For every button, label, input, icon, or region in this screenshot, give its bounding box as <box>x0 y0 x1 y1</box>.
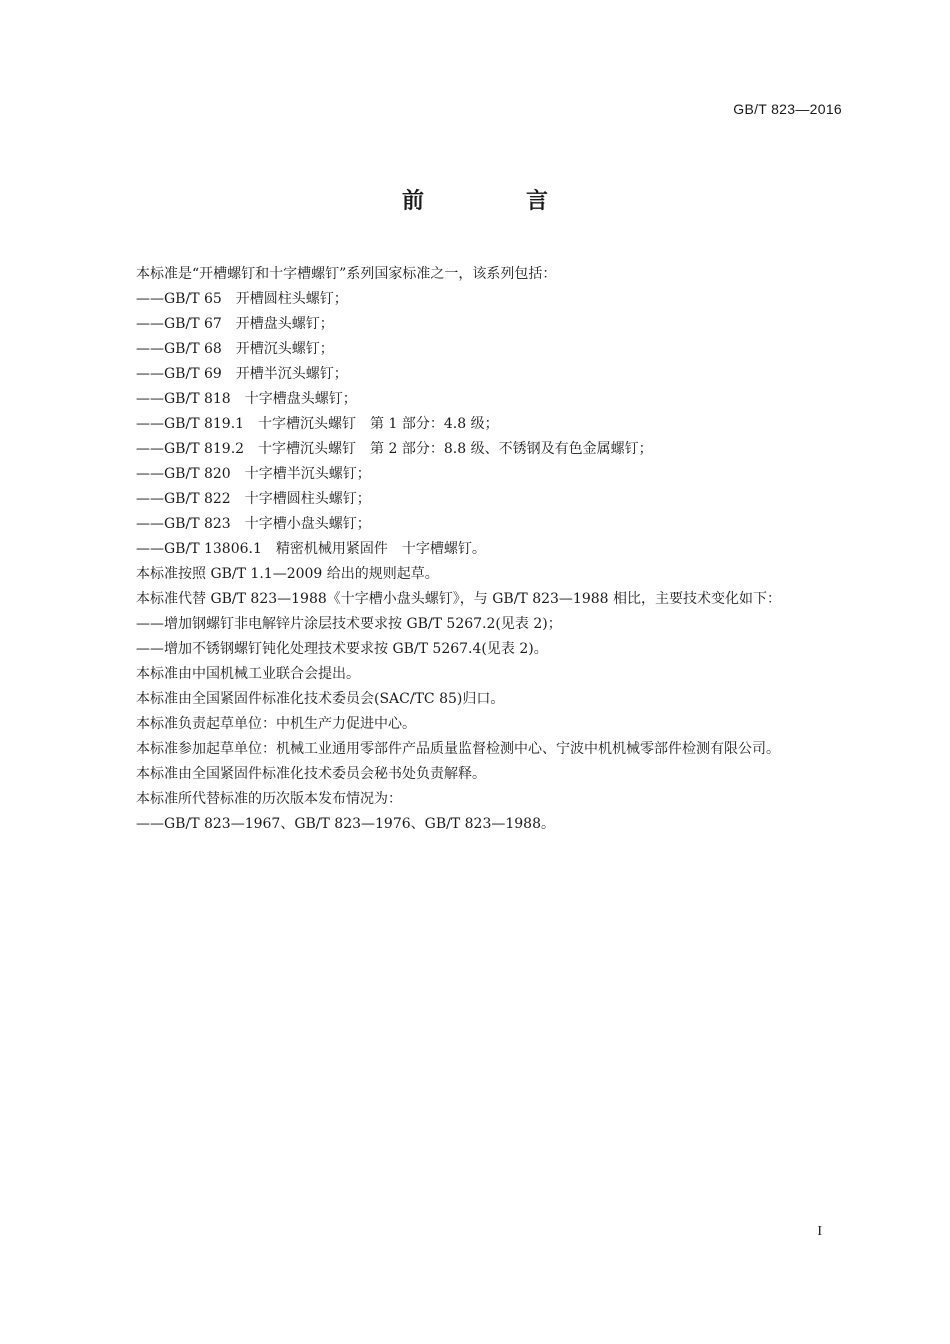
participating-units-paragraph: 本标准参加起草单位：机械工业通用零部件产品质量监督检测中心、宁波中机机械零部件检测有限公司。 <box>136 741 780 757</box>
change-list-item: ——增加钢螺钉非电解锌片涂层技术要求按 GB/T 5267.2(见表 2)； <box>136 616 562 632</box>
drafting-rule-paragraph: 本标准按照 GB/T 1.1—2009 给出的规则起草。 <box>136 566 439 582</box>
series-list-item: ——GB/T 68 开槽沉头螺钉； <box>136 341 334 357</box>
series-list-item: ——GB/T 818 十字槽盘头螺钉； <box>136 391 357 407</box>
history-list-item: ——GB/T 823—1967、GB/T 823—1976、GB/T 823—1988。 <box>136 816 555 832</box>
series-list-item: ——GB/T 13806.1 精密机械用紧固件 十字槽螺钉。 <box>136 541 486 557</box>
page-number: I <box>817 1224 822 1239</box>
series-list-item: ——GB/T 819.2 十字槽沉头螺钉 第 2 部分：8.8 级、不锈钢及有色金属螺钉； <box>136 441 653 457</box>
standard-code: GB/T 823—2016 <box>733 101 842 117</box>
series-list-item: ——GB/T 67 开槽盘头螺钉； <box>136 316 334 332</box>
history-intro-paragraph: 本标准所代替标准的历次版本发布情况为： <box>136 791 402 807</box>
proposer-paragraph: 本标准由中国机械工业联合会提出。 <box>136 666 360 682</box>
series-list-item: ——GB/T 823 十字槽小盘头螺钉； <box>136 516 371 532</box>
replacement-paragraph: 本标准代替 GB/T 823—1988《十字槽小盘头螺钉》，与 GB/T 823—1988 相比，主要技术变化如下： <box>136 591 782 607</box>
intro-paragraph: 本标准是“开槽螺钉和十字槽螺钉”系列国家标准之一，该系列包括： <box>136 266 557 282</box>
foreword-body <box>108 262 844 837</box>
change-list-item: ——增加不锈钢螺钉钝化处理技术要求按 GB/T 5267.4(见表 2)。 <box>136 641 548 657</box>
series-list-item: ——GB/T 65 开槽圆柱头螺钉； <box>136 291 348 307</box>
series-list-item: ——GB/T 820 十字槽半沉头螺钉； <box>136 466 371 482</box>
drafting-unit-paragraph: 本标准负责起草单位：中机生产力促进中心。 <box>136 716 416 732</box>
page-title: 前 言 <box>401 189 588 214</box>
series-list-item: ——GB/T 69 开槽半沉头螺钉； <box>136 366 348 382</box>
series-list-item: ——GB/T 822 十字槽圆柱头螺钉； <box>136 491 371 507</box>
committee-paragraph: 本标准由全国紧固件标准化技术委员会(SAC/TC 85)归口。 <box>136 691 505 707</box>
interpretation-paragraph: 本标准由全国紧固件标准化技术委员会秘书处负责解释。 <box>136 766 486 782</box>
series-list-item: ——GB/T 819.1 十字槽沉头螺钉 第 1 部分：4.8 级； <box>136 416 499 432</box>
